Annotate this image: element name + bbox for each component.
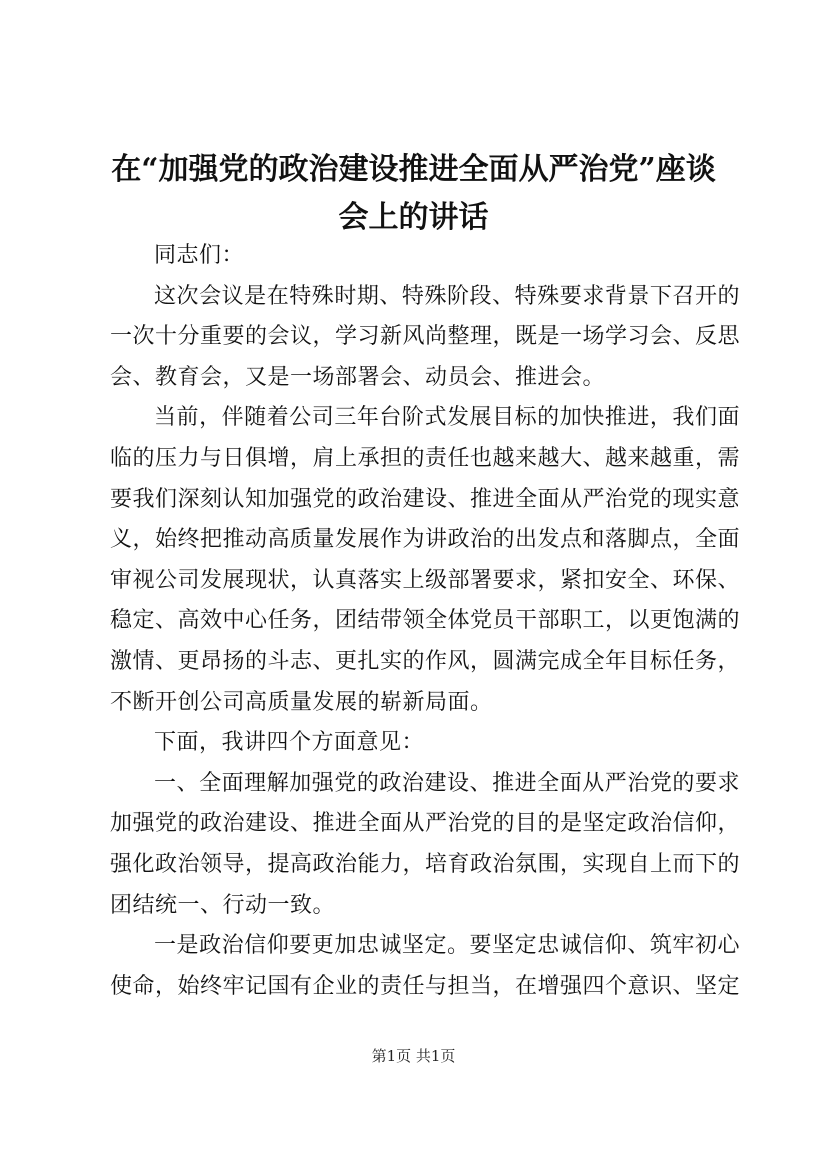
page-number-footer: 第1页 共1页 xyxy=(371,1047,456,1065)
paragraph-four-points-intro: 下面，我讲四个方面意见： xyxy=(154,730,425,756)
document-title: 在“加强党的政治建设推进全面从严治党”座谈会上的讲话 xyxy=(111,152,716,235)
document-body xyxy=(110,236,740,1007)
paragraph-section-one: 一、全面理解加强党的政治建设、推进全面从严治党的要求加强党的政治建设、推进全面从严治党的目的是坚定政治信仰，强化政治领导，提高政治能力，培育政治氛围，实现自上而下的团结统一、行动一致。 xyxy=(110,770,741,918)
paragraph-current-situation: 当前，伴随着公司三年台阶式发展目标的加快推进，我们面临的压力与日俱增，肩上承担的责任也越来越大、越来越重，需要我们深刻认知加强党的政治建设、推进全面从严治党的现实意义，始终把推动高质量发展作为讲政治的出发点和落脚点，全面审视公司发展现状，认真落实上级部署要求，紧扣安全、环保、稳定、高效中心任务，团结带领全体党员干部职工，以更饱满的激情、更昂扬的斗志、更扎实的作风，圆满完成全年目标任务，不断开创公司高质量发展的崭新局面。 xyxy=(110,405,741,715)
paragraph-political-belief: 一是政治信仰要更加忠诚坚定。要坚定忠诚信仰、筑牢初心使命，始终牢记国有企业的责任与担当，在增强四个意识、坚定 xyxy=(110,933,741,999)
paragraph-salutation: 同志们： xyxy=(154,243,245,268)
paragraph-meeting-intro: 这次会议是在特殊时期、特殊阶段、特殊要求背景下召开的一次十分重要的会议，学习新风尚整理，既是一场学习会、反思会、教育会，又是一场部署会、动员会、推进会。 xyxy=(110,283,741,390)
